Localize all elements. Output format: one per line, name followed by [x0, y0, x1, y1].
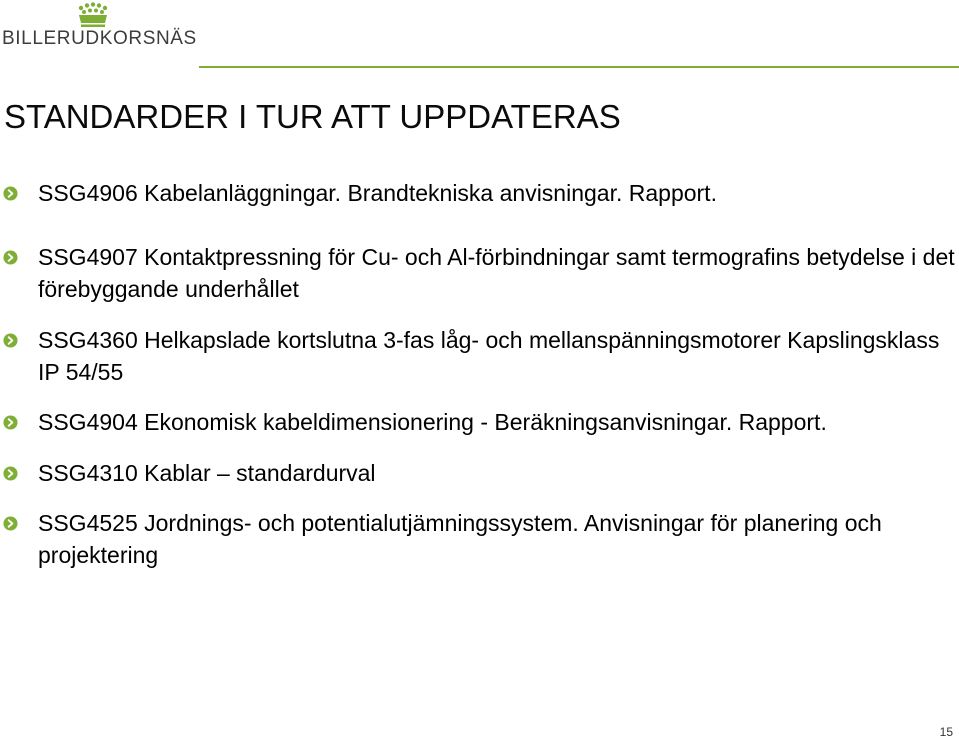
bullet-text: SSG4525 Jordnings- och potentialutjämningssystem. Anvisningar för planering och projektering [38, 510, 882, 568]
chevron-right-icon [3, 250, 18, 265]
bullet-item-ssg4360 [0, 324, 959, 388]
company-logo [0, 0, 200, 50]
chevron-right-icon [3, 516, 18, 531]
bullet-text: SSG4904 Ekonomisk kabeldimensionering - Beräkningsanvisningar. Rapport. [38, 409, 827, 435]
bullet-item-ssg4904 [0, 406, 959, 438]
bullet-text: SSG4906 Kabelanläggningar. Brandtekniska anvisningar. Rapport. [38, 180, 717, 206]
slide-title: STANDARDER I TUR ATT UPPDATERAS [4, 98, 621, 135]
chevron-right-icon [3, 466, 18, 481]
crown-logo-icon [75, 2, 111, 28]
bullet-text: SSG4907 Kontaktpressning för Cu- och Al-förbindningar samt termografins betydelse i det förebyggande underhållet [38, 244, 955, 302]
chevron-right-icon [3, 333, 18, 348]
chevron-right-icon [3, 415, 18, 430]
bullet-item-ssg4907 [0, 241, 959, 305]
bullet-text: SSG4360 Helkapslade kortslutna 3-fas låg- och mellanspänningsmotorer Kapslingsklass IP 54/55 [38, 327, 940, 385]
page-number: 15 [939, 725, 953, 739]
bullet-text: SSG4310 Kablar – standardurval [38, 460, 376, 486]
bullet-item-ssg4906 [0, 177, 959, 209]
bullet-list [0, 177, 959, 571]
bullet-item-ssg4525 [0, 507, 959, 571]
header-divider [199, 66, 959, 68]
brand-name: BILLERUDKORSNÄS [2, 28, 197, 49]
bullet-item-ssg4310 [0, 457, 959, 489]
chevron-right-icon [3, 186, 18, 201]
